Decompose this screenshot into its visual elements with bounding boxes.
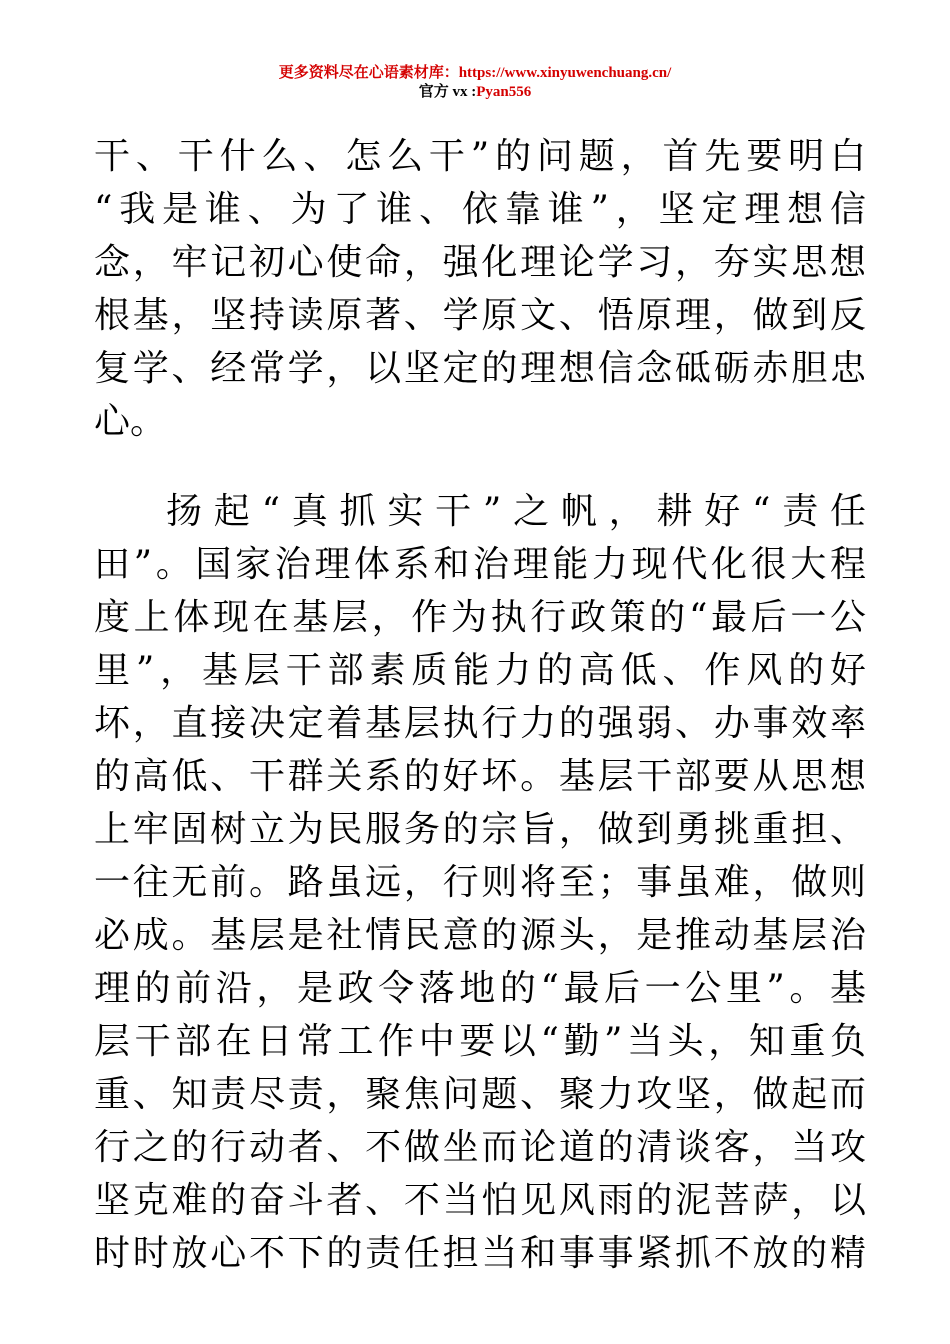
text-line: 田”。国家治理体系和治理能力现代化很大程 [94, 544, 866, 585]
text-line: 必成。基层是社情民意的源头，是推动基层治 [94, 915, 866, 956]
header-contact-label: 官方 vx : [418, 84, 477, 100]
text-line: 重、知责尽责，聚焦问题、聚力攻坚，做起而 [94, 1074, 866, 1115]
text-line: 里”，基层干部素质能力的高低、作风的好 [94, 650, 866, 691]
text-line: 的高低、干群关系的好坏。基层干部要从思想 [94, 756, 866, 797]
text-line: 度上体现在基层，作为执行政策的“最后一公 [94, 597, 866, 638]
text-line: 根基，坚持读原著、学原文、悟原理，做到反 [94, 295, 866, 336]
header-resource-link[interactable]: 更多资料尽在心语素材库：https://www.xinyuwenchuang.cn/ [278, 65, 672, 81]
text-line: 时时放心不下的责任担当和事事紧抓不放的精 [94, 1233, 866, 1274]
text-line: 一往无前。路虽远，行则将至；事虽难，做则 [94, 862, 866, 903]
text-line: 心。 [94, 401, 167, 442]
text-line: “我是谁、为了谁、依靠谁”，坚定理想信 [94, 189, 866, 230]
text-line: 坚克难的奋斗者、不当怕见风雨的泥菩萨，以 [94, 1180, 866, 1221]
text-line: 念，牢记初心使命，强化理论学习，夯实思想 [94, 242, 866, 283]
text-line: 干、干什么、怎么干”的问题，首先要明白 [94, 136, 866, 177]
header-contact [0, 83, 950, 102]
header-contact-id: Pyan556 [476, 84, 532, 100]
text-line: 行之的行动者、不做坐而论道的清谈客，当攻 [94, 1127, 866, 1168]
text-line: 理的前沿，是政令落地的“最后一公里”。基 [94, 968, 866, 1009]
paragraph-1 [94, 130, 866, 448]
text-line: 层干部在日常工作中要以“勤”当头，知重负 [94, 1021, 866, 1062]
text-line: 扬起“真抓实干”之帆，耕好“责任 [166, 491, 866, 532]
page-header [0, 64, 950, 102]
text-line: 坏，直接决定着基层执行力的强弱、办事效率 [94, 703, 866, 744]
text-line: 复学、经常学，以坚定的理想信念砥砺赤胆忠 [94, 348, 866, 389]
text-line: 上牢固树立为民服务的宗旨，做到勇挑重担、 [94, 809, 866, 850]
paragraph-2 [94, 485, 866, 1280]
